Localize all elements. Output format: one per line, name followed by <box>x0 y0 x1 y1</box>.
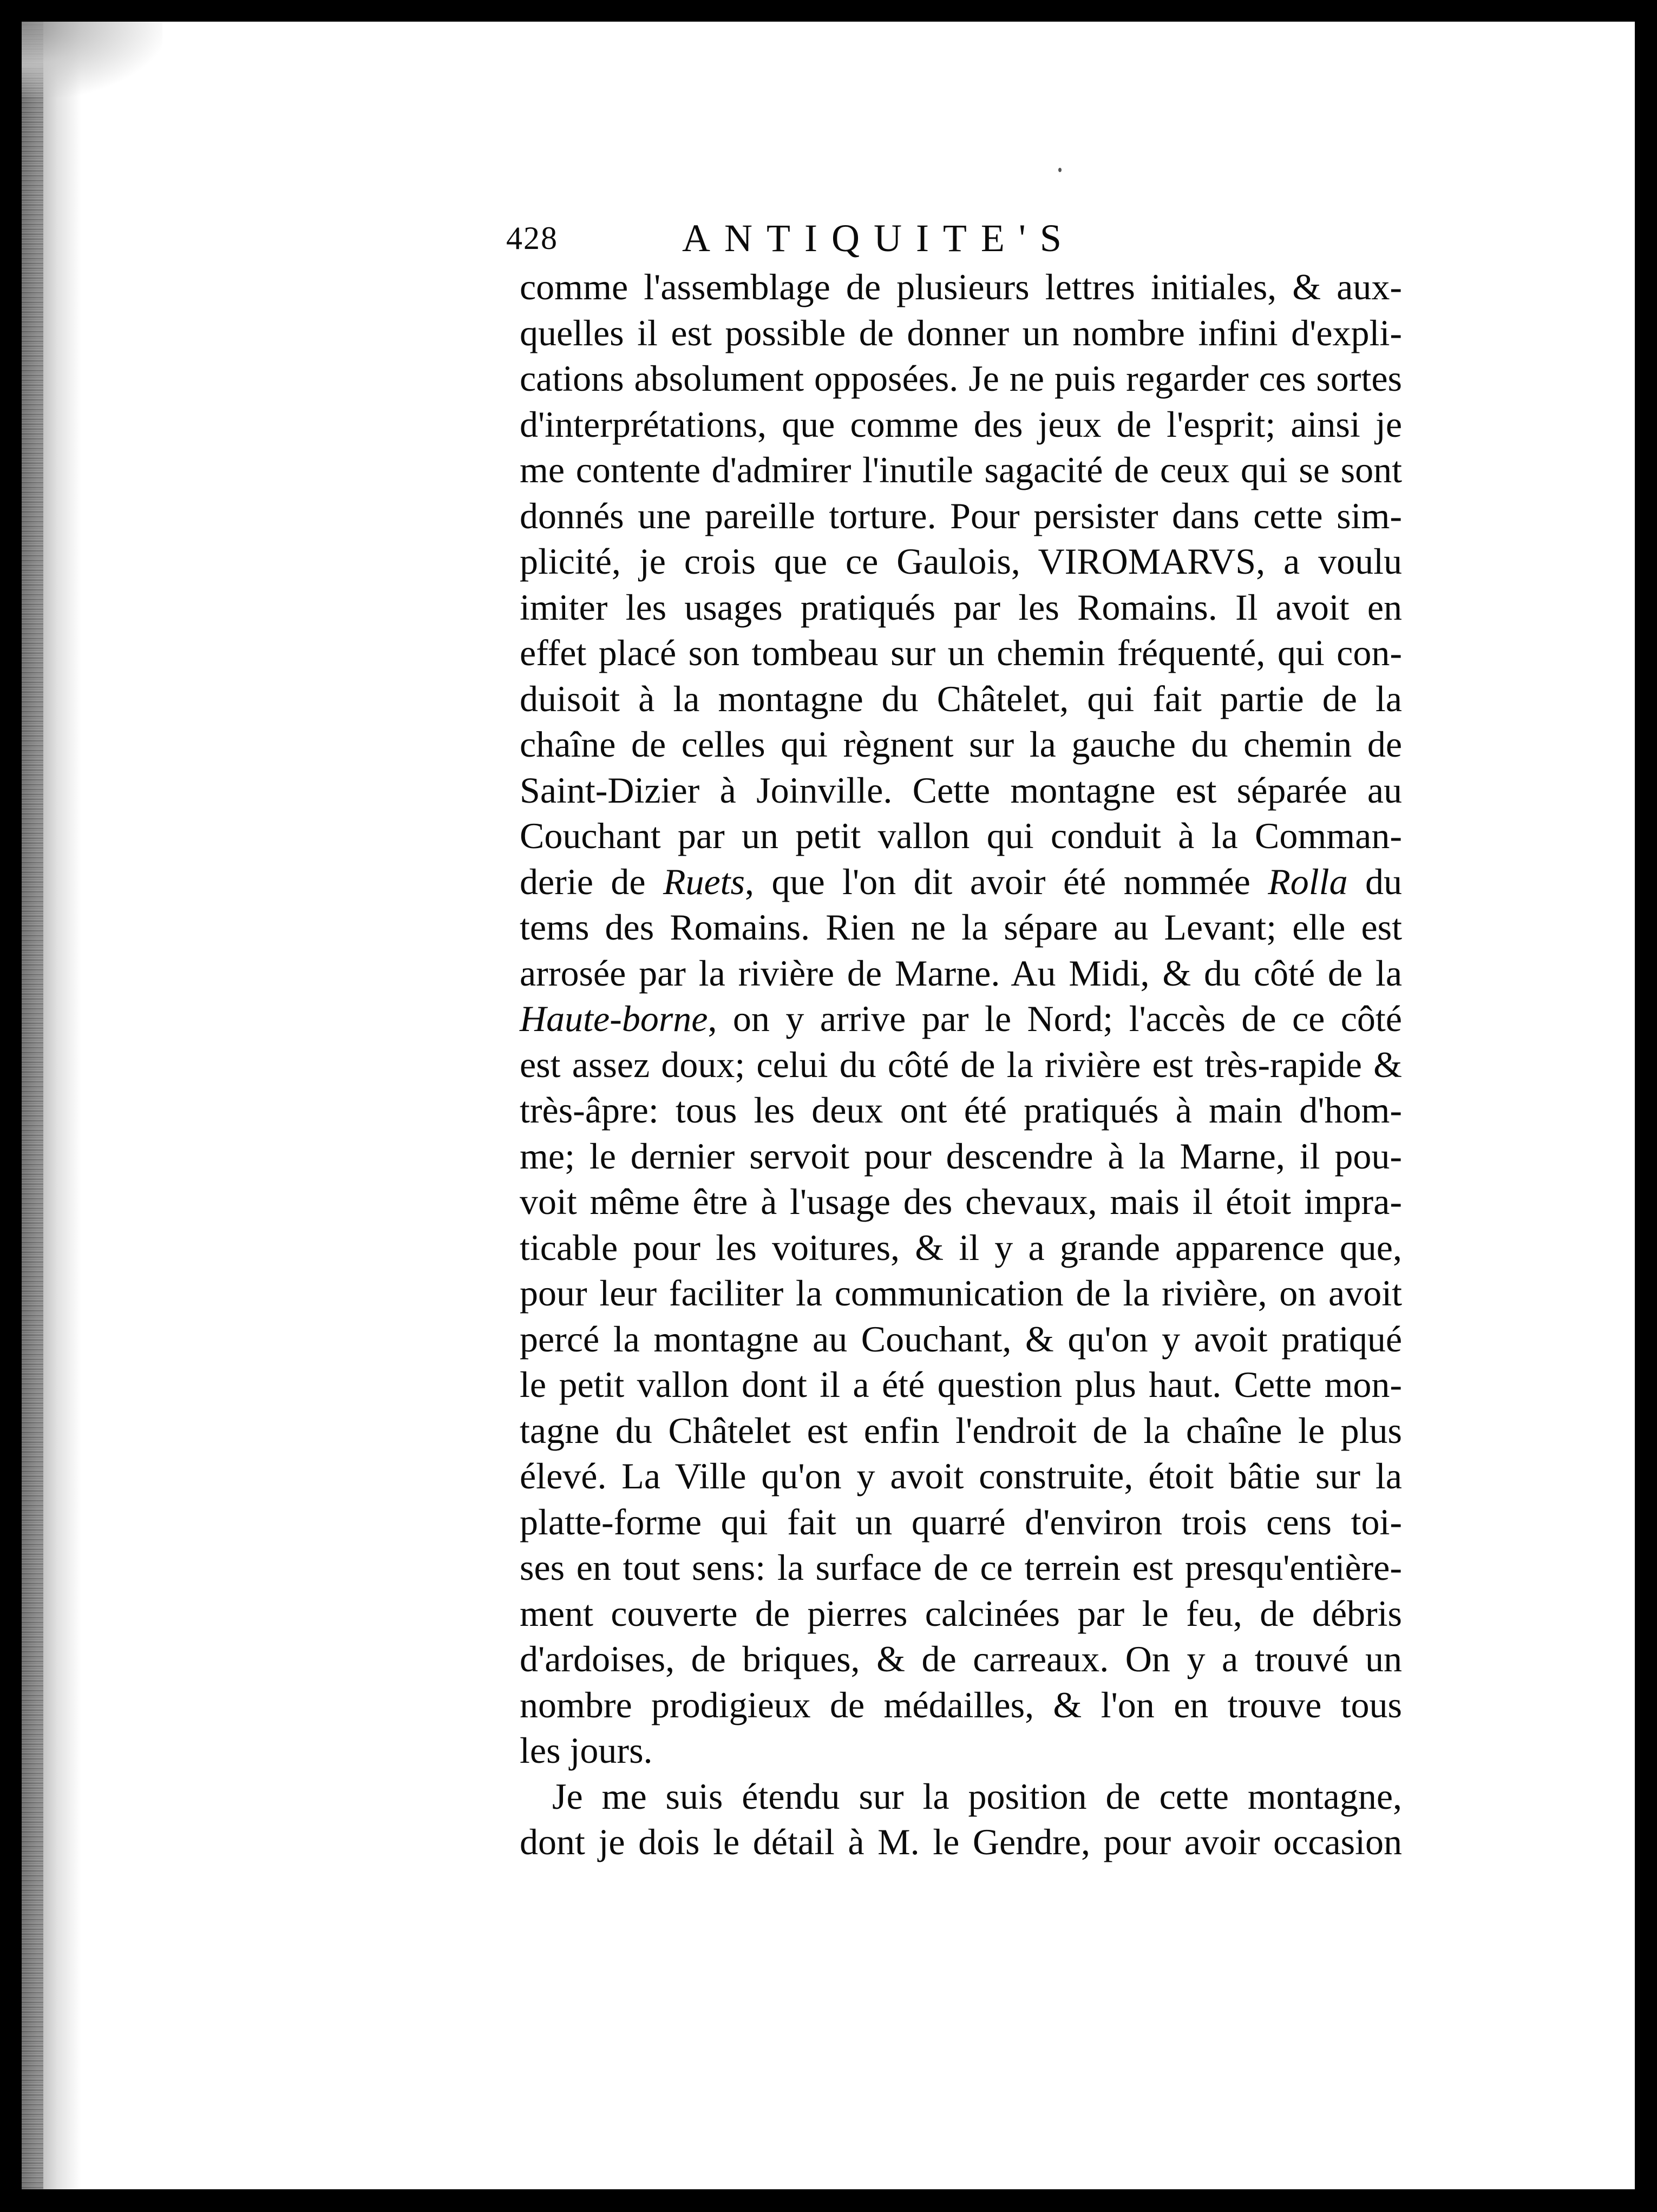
text-line: est assez doux; celui du côté de la rivière est très-rapide & <box>520 1043 1402 1085</box>
page-number: 428 <box>506 220 558 256</box>
text-line: Je me suis étendu sur la position de cette montagne, <box>552 1775 1402 1817</box>
text-line: tems des Romains. Rien ne la sépare au Levant; elle est <box>520 907 1402 948</box>
text-line: comme l'assemblage de plusieurs lettres initiales, & aux- <box>520 266 1402 307</box>
text-line-with-italics <box>520 996 1402 1042</box>
text-line: très-âpre: tous les deux ont été pratiqués à main d'hom- <box>520 1089 1402 1131</box>
text-line: arrosée par la rivière de Marne. Au Midi, & du côté de la <box>520 952 1402 994</box>
corner-smudge <box>22 22 162 97</box>
text-line: cations absolument opposées. Je ne puis regarder ces sortes <box>520 358 1402 399</box>
text-line: quelles il est possible de donner un nombre infini d'expli- <box>520 312 1402 353</box>
text-line: pour leur faciliter la communication de la rivière, on avoit <box>520 1272 1402 1314</box>
text-line: duisoit à la montagne du Châtelet, qui fait partie de la <box>520 678 1402 719</box>
italic-place-name: Ruets <box>663 861 745 902</box>
text-line: donnés une pareille torture. Pour persister dans cette sim- <box>520 495 1402 536</box>
text-line: chaîne de celles qui règnent sur la gauche du chemin de <box>520 724 1402 765</box>
italic-place-name: Haute-borne <box>520 998 708 1039</box>
text-line: ses en tout sens: la surface de ce terrein est presqu'entière- <box>520 1547 1402 1588</box>
text-line: ment couverte de pierres calcinées par le feu, de débris <box>520 1592 1402 1634</box>
text-line: tagne du Châtelet est enfin l'endroit de la chaîne le plus <box>520 1409 1402 1451</box>
text-line: plicité, je crois que ce Gaulois, VIROMARVS, a voulu <box>520 541 1402 582</box>
text-line: Saint-Dizier à Joinville. Cette montagne est séparée au <box>520 769 1402 811</box>
paragraph-1 <box>520 264 1402 1774</box>
text-run: derie de <box>520 861 663 902</box>
text-line: d'ardoises, de briques, & de carreaux. On y a trouvé un <box>520 1638 1402 1679</box>
running-title: ANTIQUITE'S <box>682 216 1076 260</box>
text-line: me; le dernier servoit pour descendre à la Marne, il pou- <box>520 1135 1402 1177</box>
text-line: élevé. La Ville qu'on y avoit construite, étoit bâtie sur la <box>520 1455 1402 1496</box>
text-line-with-italics <box>520 859 1402 905</box>
text-line: nombre prodigieux de médailles, & l'on en trouve tous <box>520 1684 1402 1725</box>
text-line: imiter les usages pratiqués par les Romains. Il avoit en <box>520 586 1402 628</box>
ink-speck <box>1058 168 1062 172</box>
text-line: les jours. <box>520 1730 653 1771</box>
gutter-binding <box>22 22 43 2189</box>
text-run: du <box>1347 861 1403 902</box>
text-line: voit même être à l'usage des chevaux, mais il étoit impra- <box>520 1181 1402 1222</box>
text-line: d'interprétations, que comme des jeux de l'esprit; ainsi je <box>520 403 1402 445</box>
text-line: percé la montagne au Couchant, & qu'on y avoit pratiqué <box>520 1318 1402 1360</box>
text-run: , que l'on dit avoir été nommée <box>745 861 1268 902</box>
text-line: ticable pour les voitures, & il y a grande apparence que, <box>520 1226 1402 1268</box>
running-head <box>506 208 1177 268</box>
text-line: platte-forme qui fait un quarré d'environ trois cens toi- <box>520 1501 1402 1543</box>
text-line: Couchant par un petit vallon qui conduit à la Comman- <box>520 815 1402 856</box>
text-run: , on y arrive par le Nord; l'accès de ce côté <box>708 998 1402 1039</box>
text-line: dont je dois le détail à M. le Gendre, pour avoir occasion <box>520 1821 1402 1862</box>
text-line: le petit vallon dont il a été question plus haut. Cette mon- <box>520 1364 1402 1405</box>
text-line: me contente d'admirer l'inutile sagacité de ceux qui se sont <box>520 449 1402 490</box>
italic-place-name: Rolla <box>1268 861 1348 902</box>
text-line: effet placé son tombeau sur un chemin fréquenté, qui con- <box>520 632 1402 673</box>
body-text <box>520 264 1402 1865</box>
paragraph-2 <box>520 1774 1402 1865</box>
